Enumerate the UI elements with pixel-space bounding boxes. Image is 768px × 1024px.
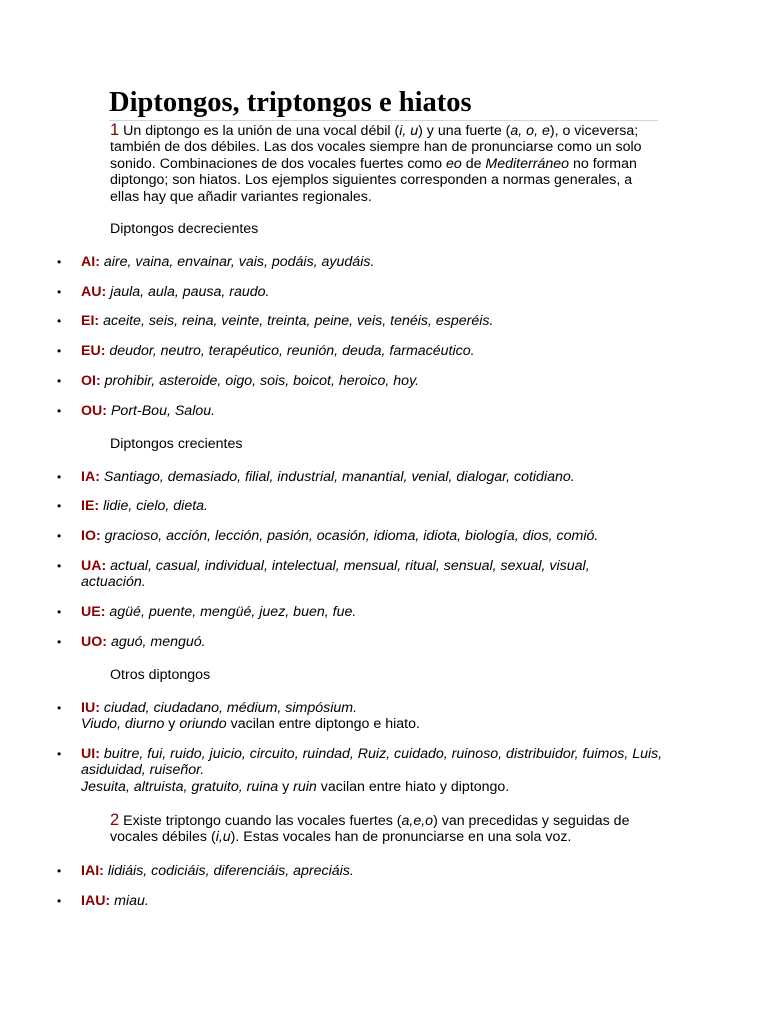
triphthong-key: IAI: (81, 863, 104, 879)
intro-paragraph: 1 Un diptongo es la unión de una vocal débil (i, u) y una fuerte (a, o, e), o viceversa; también de dos débiles. Las dos vocales siempre han de pronunciarse como un solo sonido. Combinaciones de dos vocales fuertes como eo de Mediterráneo no forman diptongo; son hiatos. Los ejemplos siguientes corresponden a normas generales, a ellas hay que añadir variantes regionales. (110, 121, 642, 205)
diphthong-key: OI: (81, 373, 101, 389)
examples: Santiago, demasiado, filial, industrial, manantial, venial, dialogar, cotidiano. (103, 469, 575, 485)
bullet: • (57, 314, 62, 328)
note-text: vacilan entre diptongo e hiato. (226, 716, 420, 733)
diphthong-key: UA: (81, 558, 107, 574)
note-words: Viudo, diurno (81, 716, 165, 733)
examples: miau. (114, 893, 149, 909)
examples: aguó, menguó. (110, 634, 206, 650)
document-page: Diptongos, triptongos e hiatos 1 Un diptongo es la unión de una vocal débil (i, u) y una fuerte (a, o, e), o viceversa; también de dos débiles. Las dos vocales siempre han de pronunciarse como un solo sonido. Combinaciones de dos vocales fuertes como eo de Mediterráneo no forman diptongo; son hiatos. Los ejemplos siguientes corresponden a normas generales, a ellas hay que añadir variantes regionales. Diptongos decrecientes • AI: aire, vaina, envainar, vais, podáis, ayudáis. • AU: jaula, aula, pausa, raudo. • EI: aceite, seis, reina, veinte, treinta, peine, veis, tenéis, esperéis. • EU: deudor, neutro, terapéutico, reunión, deuda, farmacéutico. • OI: prohibir, asteroide, oigo, sois, boicot, heroico, hoy. • OU: Port-Bou, Salou. Diptongos crecientes • IA: Santiago, demasiado, filial, industrial, manantial, venial, dialogar, cotidiano. • IE: lidie, cielo, dieta. • IO: gracioso, acción, lección, pasión, ocasión, idioma, idiota, biología, dios, comió. • UA: actual, casual, individual, intelectual, mensual, ritual, sensual, sexual, visual, actuación. • UE: agüé, puente, mengüé, juez, buen, fue. • UO: aguó, menguó. Otros diptongos • IU: ciudad, ciudadano, médium, simpósium. Viudo, diurno y oriundo vacilan entre diptongo e hiato. • UI: buitre, fui, ruido, juicio, circuito, ruindad, Ruiz, cuidado, ruinoso, distribuidor, fuimos, Luis, asiduidad, ruiseñor. Jesuita, altruista, gratuito, ruina y ruin vacilan entre hiato y diptongo. 2 Existe triptongo cuando las vocales fuertes (a,e,o) van precedidas y seguidas de vocales débiles (i,u). Estas vocales han de pronunciarse en una sola voz. • IAI: lidiáis, codiciáis, diferenciáis, apreciáis. • IAU: miau. (57, 87, 663, 909)
note-words: oriundo (179, 716, 227, 733)
diphthong-key: UE: (81, 604, 106, 620)
examples: lidiáis, codiciáis, diferenciáis, apreciáis. (107, 863, 354, 879)
diphthong-key: IA: (81, 469, 100, 485)
examples: gracioso, acción, lección, pasión, ocasión, idioma, idiota, biología, dios, comió. (104, 528, 599, 544)
bullet: • (57, 529, 62, 543)
diphthong-key: IE: (81, 498, 100, 514)
note-words: Jesuita, altruista, gratuito, ruina (81, 778, 279, 795)
examples: prohibir, asteroide, oigo, sois, boicot, heroico, hoy. (104, 373, 420, 389)
bullet: • (57, 894, 62, 908)
examples: lidie, cielo, dieta. (103, 498, 208, 514)
examples: jaula, aula, pausa, raudo. (110, 284, 270, 300)
diphthong-key: UO: (81, 634, 108, 650)
bullet: • (57, 559, 62, 573)
section-heading-otros: Otros diptongos (110, 667, 211, 683)
examples: Port-Bou, Salou. (110, 403, 216, 419)
bullet: • (57, 747, 62, 761)
triphthong-key: IAU: (81, 893, 111, 909)
section-number-2: 2 (110, 811, 120, 829)
bullet: • (57, 701, 62, 715)
note-text: vacilan entre hiato y diptongo. (316, 778, 510, 795)
bullet: • (57, 470, 62, 484)
note-words: ruin (293, 778, 317, 795)
examples: ciudad, ciudadano, médium, simpósium. (103, 700, 358, 716)
examples: deudor, neutro, terapéutico, reunión, deuda, farmacéutico. (109, 343, 475, 359)
examples: aire, vaina, envainar, vais, podáis, ayudáis. (103, 254, 375, 270)
bullet: • (57, 635, 62, 649)
examples: aceite, seis, reina, veinte, treinta, peine, veis, tenéis, esperéis. (103, 313, 494, 329)
examples: buitre, fui, ruido, juicio, circuito, ruindad, Ruiz, cuidado, ruinoso, distribuidor, fuimos, Luis, asiduidad, ruiseñor. (81, 746, 663, 779)
section-heading-crecientes: Diptongos crecientes (110, 436, 243, 452)
section-number-1: 1 (110, 121, 120, 139)
diphthong-key: EI: (81, 313, 100, 329)
bullet: • (57, 605, 62, 619)
diphthong-key: IU: (81, 700, 100, 716)
diphthong-key: AI: (81, 254, 100, 270)
bullet: • (57, 285, 62, 299)
bullet: • (57, 404, 62, 418)
triptongo-paragraph: 2 Existe triptongo cuando las vocales fuertes (a,e,o) van precedidas y seguidas de vocales débiles (i,u). Estas vocales han de pronunciarse en una sola voz. (110, 811, 630, 846)
section-heading-decrecientes: Diptongos decrecientes (110, 221, 259, 237)
diphthong-key: IO: (81, 528, 101, 544)
examples: agüé, puente, mengüé, juez, buen, fue. (109, 604, 357, 620)
bullet: • (57, 255, 62, 269)
bullet: • (57, 499, 62, 513)
page-title: Diptongos, triptongos e hiatos (109, 87, 472, 118)
diphthong-key: UI: (81, 746, 100, 762)
diphthong-key: AU: (81, 284, 107, 300)
bullet: • (57, 864, 62, 878)
title-underline (109, 120, 658, 121)
bullet: • (57, 344, 62, 358)
bullet: • (57, 374, 62, 388)
examples: actual, casual, individual, intelectual, mensual, ritual, sensual, sexual, visual, actuación. (81, 558, 590, 591)
diphthong-key: OU: (81, 403, 108, 419)
diphthong-key: EU: (81, 343, 106, 359)
